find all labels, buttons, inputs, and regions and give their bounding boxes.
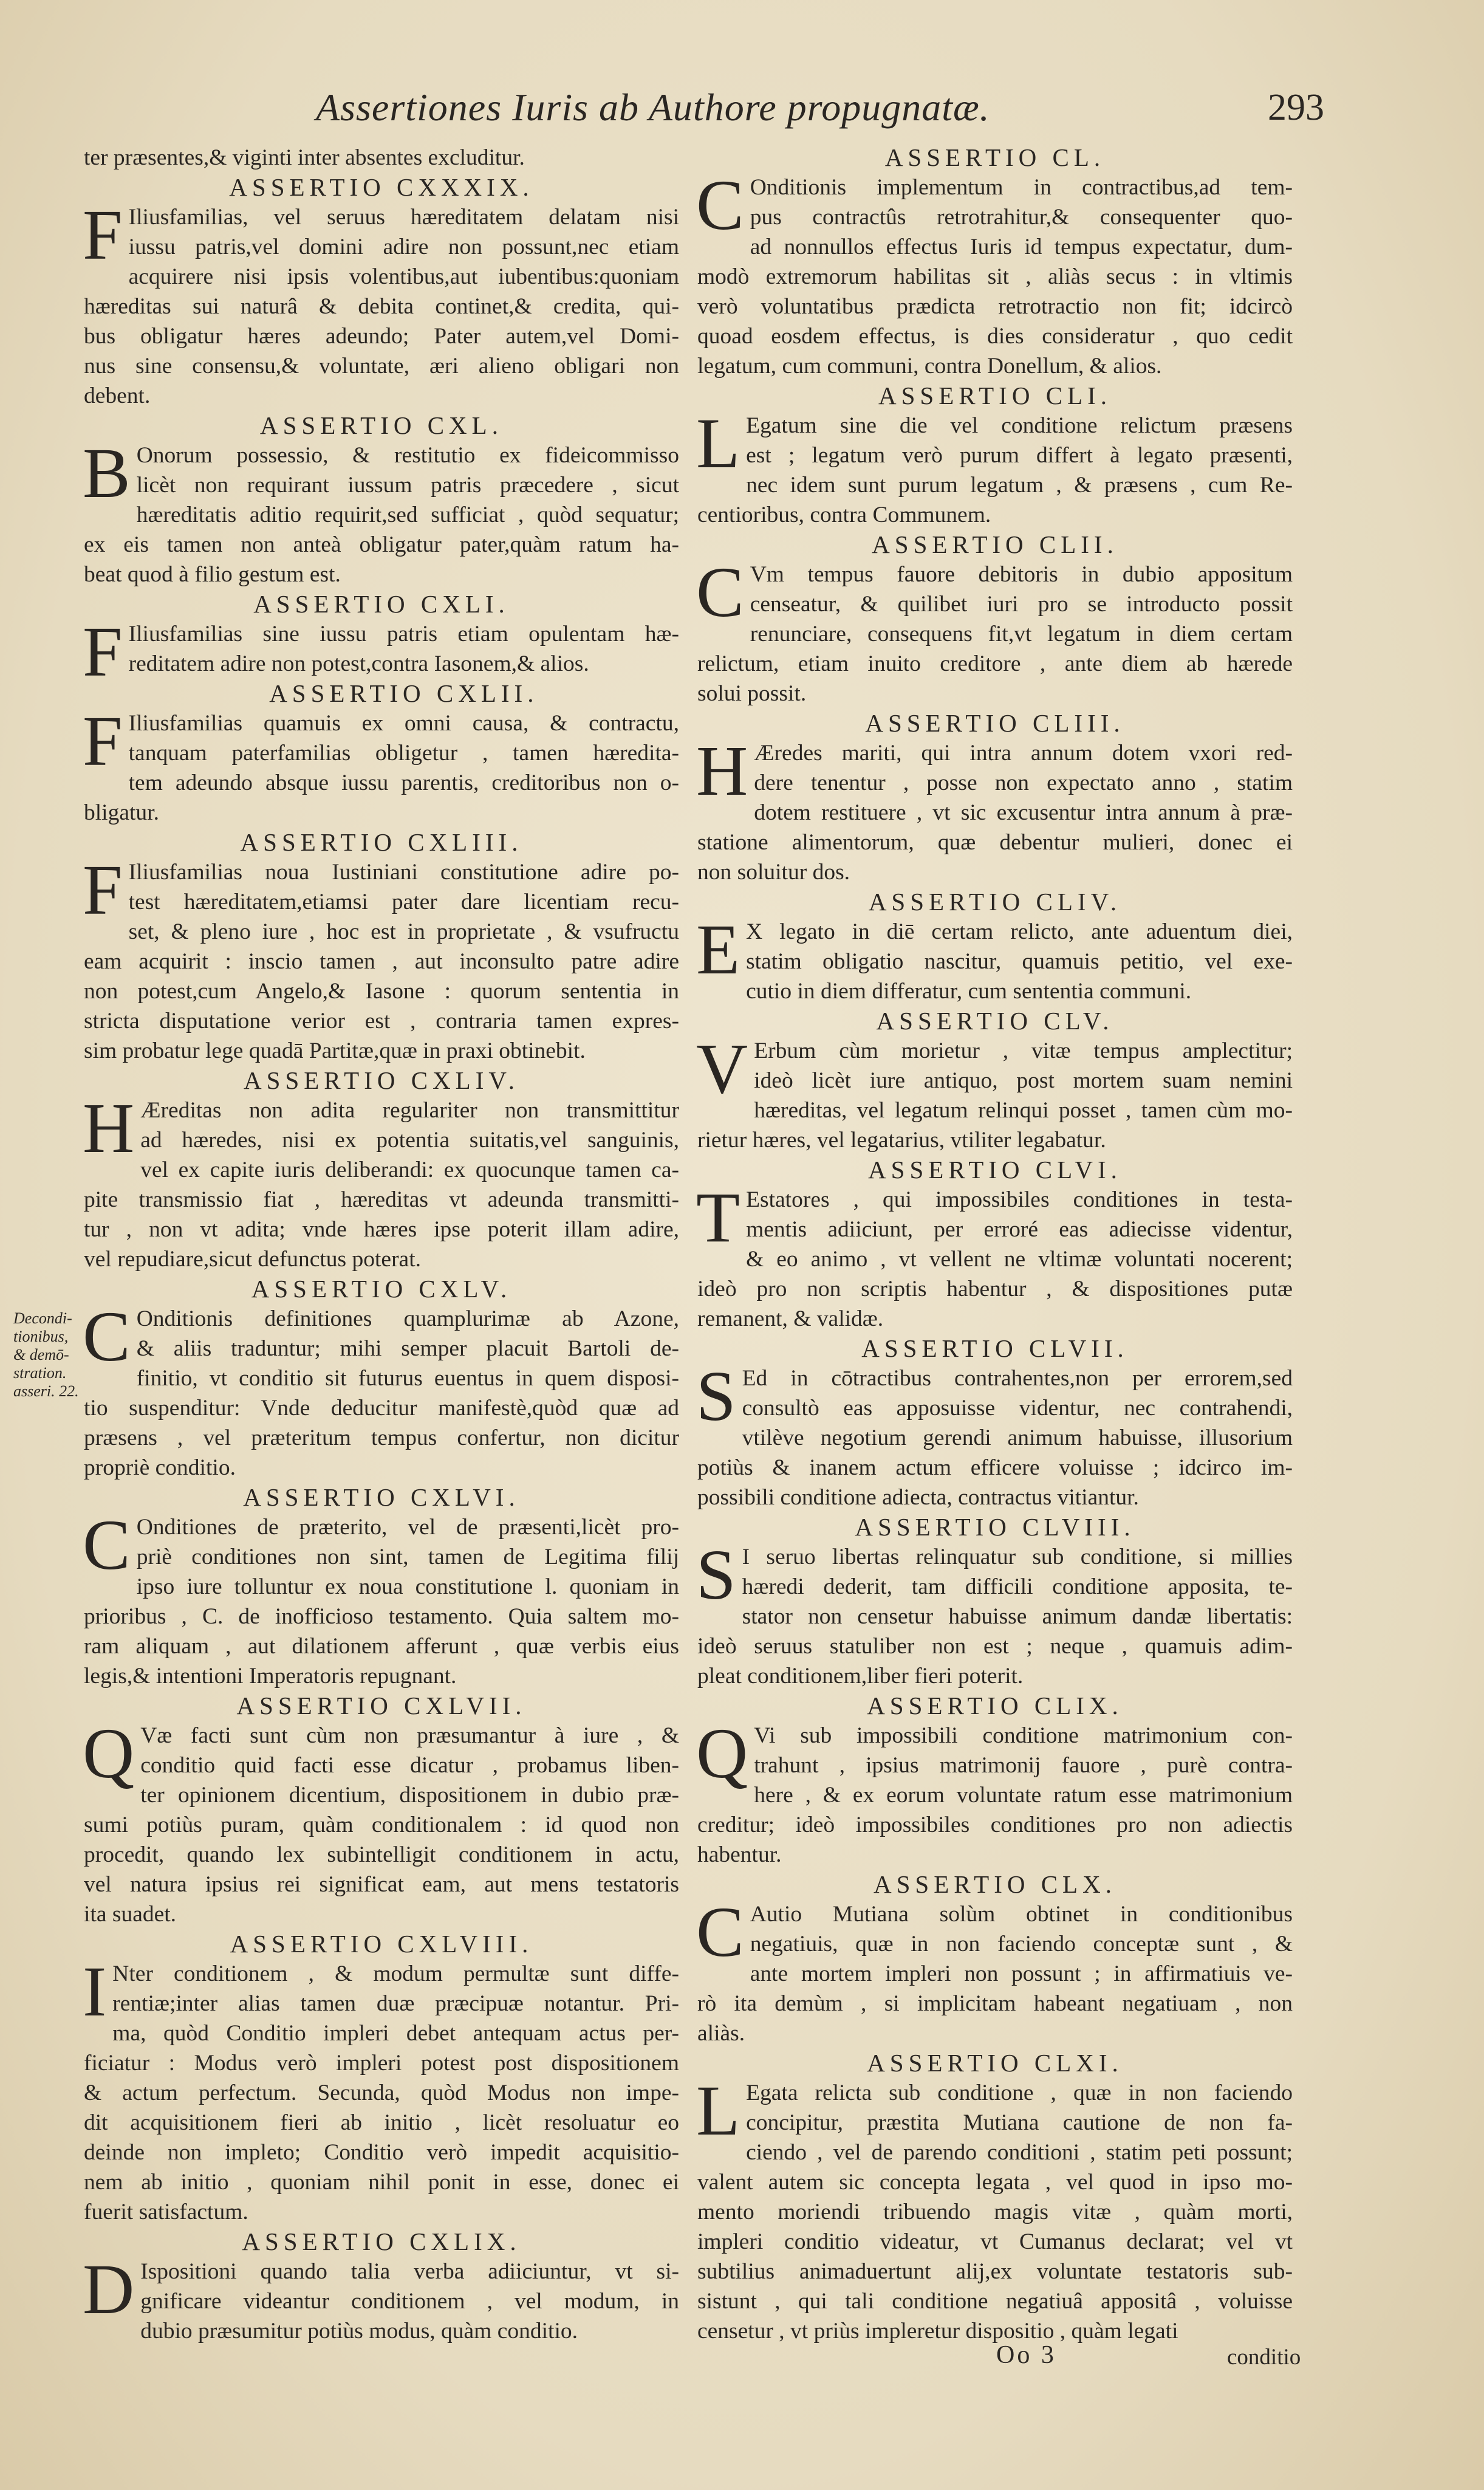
drop-initial: F (83, 195, 123, 275)
assertion-paragraph (83, 701, 679, 828)
text-line: sistunt , qui tali conditione negatiuâ appositâ , voluisse (697, 2289, 1293, 2314)
text-line: iussu patris,vel domini adire non possunt,nec etiam (128, 235, 679, 259)
assertion-paragraph (696, 731, 1293, 887)
text-line: censeatur, & quilibet iuri pro se introducto possit (750, 592, 1293, 617)
text-line: legatum, cum communi, contra Donellum, & alios. (697, 354, 1162, 379)
assertion-heading: ASSERTIO CXLVI. (243, 1483, 520, 1511)
assertion-heading: ASSERTIO CLIX. (867, 1692, 1123, 1720)
text-line: Estatores , qui impossibiles conditiones in testa- (746, 1187, 1293, 1212)
drop-initial: Q (83, 1713, 135, 1793)
text-line: est ; legatum verò purum differt à legato præsenti, (746, 443, 1293, 468)
text-line: non potest,cum Angelo,& Iasone : quorum sententia in (84, 979, 679, 1004)
text-line: ad hæredes, nisi ex potentia suitatis,vel sanguinis, (140, 1128, 679, 1153)
assertion-heading: ASSERTIO CLV. (876, 1007, 1114, 1035)
text-line: Vm tempus fauore debitoris in dubio appositum (750, 562, 1293, 587)
text-line: pus contractûs retrotrahitur,& consequenter quo- (750, 205, 1293, 230)
text-line: hæreditas, vel legatum relinqui posset , tamen cùm mo- (754, 1098, 1293, 1123)
assertion-paragraph (696, 1713, 1293, 1870)
assertion-paragraph (83, 612, 679, 691)
text-line: conditio quid facti esse dicatur , probamus liben- (140, 1753, 679, 1778)
text-line: dotem restituere , vt sic excusentur intra annum à præ- (754, 800, 1293, 825)
assertion-paragraph (696, 1356, 1293, 1512)
drop-initial: F (83, 612, 123, 691)
text-line: Onditionis implementum in contractibus,ad tem- (750, 175, 1293, 200)
text-line: Onditionis definitiones quamplurimæ ab Azone, (136, 1306, 679, 1331)
text-line: nec idem sunt purum legatum , & præsens , cum Re- (746, 473, 1293, 498)
text-line: bus obligatur hæres adeundo; Pater autem,vel Domi- (84, 324, 679, 349)
text-line: concipitur, præstita Mutiana cautione de non fa- (746, 2110, 1293, 2135)
drop-initial: E (696, 910, 740, 989)
text-line: ideò licèt iure antiquo, post mortem suam nemini (754, 1068, 1293, 1093)
assertion-heading: ASSERTIO CXXXIX. (229, 173, 534, 201)
text-line: fuerit satisfactum. (84, 2200, 248, 2224)
drop-initial: Q (696, 1713, 748, 1793)
text-line: ex eis tamen non anteà obligatur pater,quàm ratum ha- (84, 532, 679, 557)
text-line: finitio, vt conditio sit futurus euentus in quem disposi- (136, 1366, 679, 1391)
text-line: ita suadet. (84, 1902, 177, 1927)
text-line: vel ex capite iuris deliberandi: ex quocunque tamen ca- (140, 1158, 679, 1182)
assertion-heading: ASSERTIO CLIV. (868, 888, 1122, 916)
assertion-heading: ASSERTIO CLI. (878, 382, 1112, 410)
assertion-heading: ASSERTIO CXLVII. (236, 1692, 527, 1720)
text-line: tanquam paterfamilias obligetur , tamen hæredita- (128, 741, 679, 766)
text-line: ram aliquam , aut dilationem afferunt , quæ verbis eius (84, 1634, 679, 1659)
text-line: solui possit. (697, 681, 807, 706)
drop-initial: H (83, 1088, 135, 1168)
drop-initial: C (83, 1505, 131, 1585)
text-line: rò ita demùm , si implicitam habeant negatiuam , non (697, 1991, 1293, 2016)
text-line: beat quod à filio gestum est. (84, 562, 341, 587)
text-line: quoad eosdem effectus, is dies consideratur , quo cedit (697, 324, 1293, 349)
assertion-heading: ASSERTIO CLVIII. (855, 1513, 1135, 1541)
margin-note (13, 1309, 83, 1401)
assertion-paragraph (696, 552, 1293, 708)
drop-initial: D (83, 2249, 135, 2329)
text-line: statim obligatio nascitur, quamuis petitio, vel exe- (746, 949, 1293, 974)
drop-initial: B (83, 433, 131, 513)
text-line: tem adeundo absque iussu parentis, creditoribus non o- (128, 770, 679, 795)
assertion-paragraph (696, 1178, 1293, 1334)
text-line: aliàs. (697, 2021, 745, 2046)
text-line: censetur , vt priùs impleretur dispositio , quàm legati (697, 2319, 1178, 2344)
text-line: centioribus, contra Communem. (697, 502, 991, 527)
text-line: eam acquirit : inscio tamen , aut inconsulto patre adire (84, 949, 679, 974)
text-line: mento moriendi tribuendo magis vitæ , quàm morti, (697, 2200, 1293, 2224)
text-line: sumi potiùs puram, quàm conditionalem : id quod non (84, 1813, 679, 1837)
text-line: dit acquisitionem fieri ab initio , licèt resoluatur eo (84, 2110, 679, 2135)
text-line: here , & ex eorum voluntate ratum esse matrimonium (754, 1783, 1293, 1808)
text-line: cutio in diem differatur, cum sententia communi. (746, 979, 1192, 1004)
assertion-paragraph (696, 1892, 1293, 2048)
text-line: relictum, etiam inuito creditore , ante diem ab hærede (697, 651, 1293, 676)
text-line: remanent, & validæ. (697, 1306, 884, 1331)
text-line: reditatem adire non potest,contra Iasonem,& alios. (128, 651, 589, 676)
drop-initial: S (696, 1356, 736, 1436)
drop-initial: C (83, 1297, 131, 1376)
text-line: ad nonnullos effectus Iuris id tempus expectatur, dum- (750, 235, 1293, 259)
text-line: legis,& intentioni Imperatoris repugnant. (84, 1664, 457, 1689)
text-line: set, & pleno iure , hoc est in proprietate , & vsufructu (128, 919, 679, 944)
text-line: Ispositioni quando talia verba adiiciuntur, vt si- (140, 2259, 679, 2284)
assertion-heading: ASSERTIO CXLIV. (244, 1066, 519, 1094)
text-line: hæredi dederit, tam difficili conditione apposita, te- (742, 1574, 1293, 1599)
assertion-heading: ASSERTIO CLIII. (865, 709, 1125, 737)
text-line: Autio Mutiana solùm obtinet in conditionibus (750, 1902, 1293, 1927)
text-line: sim probatur lege quadā Partitæ,quæ in praxi obtinebit. (84, 1038, 586, 1063)
signature-mark: Oo 3 (996, 2341, 1056, 2369)
text-line: impleri conditio videatur, vt Cumanus declarat; vel vt (697, 2229, 1293, 2254)
text-line: Ed in cōtractibus contrahentes,non per errorem,sed (742, 1366, 1293, 1391)
assertion-paragraph (83, 433, 679, 589)
assertion-paragraph (696, 165, 1293, 381)
assertion-paragraph (696, 1535, 1293, 1691)
text-line: & actum perfectum. Secunda, quòd Modus non impe- (84, 2080, 679, 2105)
text-line: ideò seruus statuliber non est ; neque , quamuis adim- (697, 1634, 1293, 1659)
text-line: Onditiones de præterito, vel de præsenti,licèt pro- (136, 1515, 679, 1540)
text-line: Iliusfamilias noua Iustiniani constitutione adire po- (128, 860, 679, 885)
text-line: subtilius animaduertunt alij,ex voluntate testatoris sub- (697, 2259, 1293, 2284)
text-line: & eo animo , vt vellent ne vltimæ voluntati nocerent; (746, 1247, 1293, 1272)
assertion-heading: ASSERTIO CXLIX. (242, 2228, 521, 2255)
margin-note-line: asseri. 22. (13, 1382, 79, 1400)
text-line: vel natura ipsius rei significat eam, aut mens testatoris (84, 1872, 679, 1897)
assertion-paragraph (83, 1088, 679, 1274)
assertion-paragraph (83, 1505, 679, 1691)
text-line: test hæreditatem,etiamsi pater dare licentiam recu- (128, 890, 679, 914)
assertion-heading: ASSERTIO CXLI. (253, 590, 510, 618)
text-line: Egata relicta sub conditione , quæ in non faciendo (746, 2080, 1293, 2105)
text-line: procedit, quando lex subintelligit conditionem in actu, (84, 1842, 679, 1867)
drop-initial: S (696, 1535, 736, 1614)
assertion-paragraph (84, 143, 679, 173)
text-line: pite transmissio fiat , hæreditas vt adeunda transmitti- (84, 1187, 679, 1212)
assertion-heading: ASSERTIO CXLV. (251, 1275, 512, 1303)
text-line: Iliusfamilias, vel seruus hæreditatem delatam nisi (128, 205, 679, 230)
assertion-heading: ASSERTIO CLX. (874, 1870, 1116, 1898)
text-line: Iliusfamilias sine iussu patris etiam opulentam hæ- (128, 622, 679, 647)
drop-initial: T (696, 1178, 740, 1257)
text-line: mentis adiiciunt, per erroré eas adiecisse videntur, (746, 1217, 1293, 1242)
text-line: Erbum cùm morietur , vitæ tempus amplectitur; (754, 1038, 1293, 1063)
text-line: creditur; ideò impossibiles conditiones pro non adiectis (697, 1813, 1293, 1837)
assertion-paragraph (83, 1713, 679, 1929)
assertion-heading: ASSERTIO CLXI. (867, 2049, 1123, 2077)
text-line: debent. (84, 383, 151, 408)
assertion-paragraph (83, 1952, 679, 2227)
text-line: potiùs & inanem actum efficere voluisse ; idcirco im- (697, 1455, 1293, 1480)
right-column (697, 143, 1293, 2346)
text-line: Æredes mariti, qui intra annum dotem vxori red- (754, 741, 1293, 766)
text-line: vtilève negotium gerendi animum habuisse, illusorium (742, 1425, 1293, 1450)
text-line: ficiatur : Modus verò impleri potest post dispositionem (84, 2051, 679, 2076)
drop-initial: L (696, 2071, 740, 2150)
text-line: ciendo , vel de parendo conditioni , statim peti possunt; (746, 2140, 1293, 2165)
text-line: deinde non impleto; Conditio verò impedit acquisitio- (84, 2140, 679, 2165)
text-line: gnificare videantur conditionem , vel modum, in (140, 2289, 679, 2314)
page-number: 293 (1268, 87, 1324, 128)
text-line: licèt non requirant iussum patris præcedere , sicut (136, 473, 679, 498)
text-line: hæreditas sui naturâ & debita continet,& credita, qui- (84, 294, 679, 319)
text-line: vel repudiare,sicut defunctus poterat. (84, 1247, 421, 1272)
running-title: Assertiones Iuris ab Authore propugnatæ. (316, 86, 990, 129)
margin-note-line: tionibus, (13, 1328, 69, 1345)
text-line: Onorum possessio, & restitutio ex fideicommisso (136, 443, 679, 468)
text-line: propriè conditio. (84, 1455, 236, 1480)
text-line: possibili conditione adiecta, contractus vitiantur. (697, 1485, 1139, 1510)
assertion-heading: ASSERTIO CXL. (260, 411, 503, 439)
assertion-heading: ASSERTIO CXLVIII. (230, 1930, 533, 1958)
drop-initial: C (696, 552, 744, 632)
text-line: & aliis traduntur; mihi semper placuit Bartoli de- (136, 1336, 679, 1361)
text-line: ter præsentes,& viginti inter absentes excluditur. (84, 145, 525, 170)
text-line: ma, quòd Conditio impleri debet antequam actus per- (112, 2021, 679, 2046)
text-line: X legato in diē certam relicto, ante aduentum diei, (746, 919, 1293, 944)
text-line: renunciare, consequens fit,vt legatum in diem certam (750, 622, 1293, 647)
text-line: verò voluntatibus prædicta retrotractio non fit; idcircò (697, 294, 1293, 319)
assertion-paragraph (696, 1029, 1293, 1155)
text-line: negatiuis, quæ in non faciendo conceptæ sunt , & (750, 1932, 1293, 1957)
text-line: Æreditas non adita regulariter non transmittitur (140, 1098, 679, 1123)
text-line: stator non censetur habuisse animum dandæ libertatis: (742, 1604, 1293, 1629)
text-line: non soluitur dos. (697, 860, 850, 885)
drop-initial: H (696, 731, 748, 811)
text-line: ante mortem impleri non possunt ; in affirmatiuis ve- (750, 1961, 1293, 1986)
text-line: statione alimentorum, quæ debentur mulieri, donec ei (697, 830, 1293, 855)
drop-initial: F (83, 701, 123, 781)
page-header (73, 79, 1324, 140)
text-line: rietur hæres, vel legatarius, vtiliter legabatur. (697, 1128, 1106, 1153)
assertion-paragraph (696, 910, 1293, 1006)
assertion-paragraph (696, 2071, 1293, 2346)
assertion-heading: ASSERTIO CLII. (872, 530, 1118, 558)
assertion-paragraph (696, 403, 1293, 530)
assertion-paragraph (83, 1297, 679, 1483)
text-line: hæreditatis aditio requirit,sed sufficiat , quòd sequatur; (136, 502, 679, 527)
text-line: Egatum sine die vel conditione relictum præsens (746, 413, 1293, 438)
text-line: rentiæ;inter alias tamen duæ præcipuæ notantur. Pri- (112, 1991, 679, 2016)
catchword: conditio (1227, 2345, 1301, 2370)
text-line: prioribus , C. de inofficioso testamento. Quia saltem mo- (84, 1604, 679, 1629)
drop-initial: I (83, 1952, 107, 2031)
text-line: pleat conditionem,liber fieri poterit. (697, 1664, 1024, 1689)
text-line: habentur. (697, 1842, 782, 1867)
assertion-heading: ASSERTIO CLVII. (861, 1334, 1129, 1362)
text-line: ter opinionem dicentium, dispositionem in dubio præ- (140, 1783, 679, 1808)
assertion-heading: ASSERTIO CLVI. (868, 1156, 1122, 1184)
drop-initial: C (696, 1892, 744, 1972)
text-line: tio suspenditur: Vnde deducitur manifestè,quòd quæ ad (84, 1396, 679, 1421)
drop-initial: V (696, 1029, 748, 1108)
assertion-heading: ASSERTIO CXLIII. (240, 828, 523, 856)
text-line: ideò pro non scriptis habentur , & dispositiones putæ (697, 1277, 1293, 1302)
assertion-heading: ASSERTIO CXLII. (269, 679, 539, 707)
margin-note-line: Decondi- (13, 1309, 72, 1327)
text-line: valent autem sic concepta legata , vel quod in ipso mo- (697, 2170, 1293, 2195)
left-column (84, 143, 679, 2346)
text-line: nem ab initio , quoniam nihil ponit in esse, donec ei (84, 2170, 679, 2195)
text-line: priè conditiones non sint, tamen de Legitima filij (136, 1545, 679, 1569)
text-line: Vi sub impossibili conditione matrimonium con- (754, 1723, 1293, 1748)
text-line: Nter conditionem , & modum permultæ sunt diffe- (112, 1961, 679, 1986)
margin-note-line: & demō- (13, 1346, 69, 1363)
text-line: ipso iure tolluntur ex noua constitutione l. quoniam in (136, 1574, 679, 1599)
text-line: Væ facti sunt cùm non præsumantur à iure , & (140, 1723, 679, 1748)
text-line: dubio præsumitur potiùs modus, quàm conditio. (140, 2319, 578, 2344)
text-line: dere tenentur , posse non expectato anno , statim (754, 770, 1293, 795)
text-line: tur , non vt adita; vnde hæres ipse poterit illam adire, (84, 1217, 679, 1242)
text-line: bligatur. (84, 800, 159, 825)
text-line: præsens , vel præteritum tempus confertur, non dicitur (84, 1425, 679, 1450)
text-line: nus sine consensu,& voluntate, æri alieno obligari non (84, 354, 679, 379)
text-line: stricta disputatione verior est , contraria tamen expres- (84, 1009, 679, 1034)
assertion-paragraph (83, 195, 679, 411)
margin-note-line: stration. (13, 1364, 67, 1382)
drop-initial: F (83, 850, 123, 930)
text-line: modò extremorum habilitas sit , aliàs secus : in vltimis (697, 264, 1293, 289)
text-line: I seruo libertas relinquatur sub conditione, si millies (742, 1545, 1293, 1569)
text-line: consultò eas apposuisse videntur, nec contrahendi, (742, 1396, 1293, 1421)
text-line: Iliusfamilias quamuis ex omni causa, & contractu, (128, 711, 679, 736)
assertion-heading: ASSERTIO CL. (884, 143, 1106, 171)
assertion-paragraph (83, 850, 679, 1066)
assertion-paragraph (83, 2249, 679, 2346)
text-line: trahunt , ipsius matrimonij fauore , purè contra- (754, 1753, 1293, 1778)
text-line: acquirere nisi ipsis volentibus,aut iubentibus:quoniam (128, 264, 679, 289)
drop-initial: L (696, 403, 740, 483)
drop-initial: C (696, 165, 744, 245)
